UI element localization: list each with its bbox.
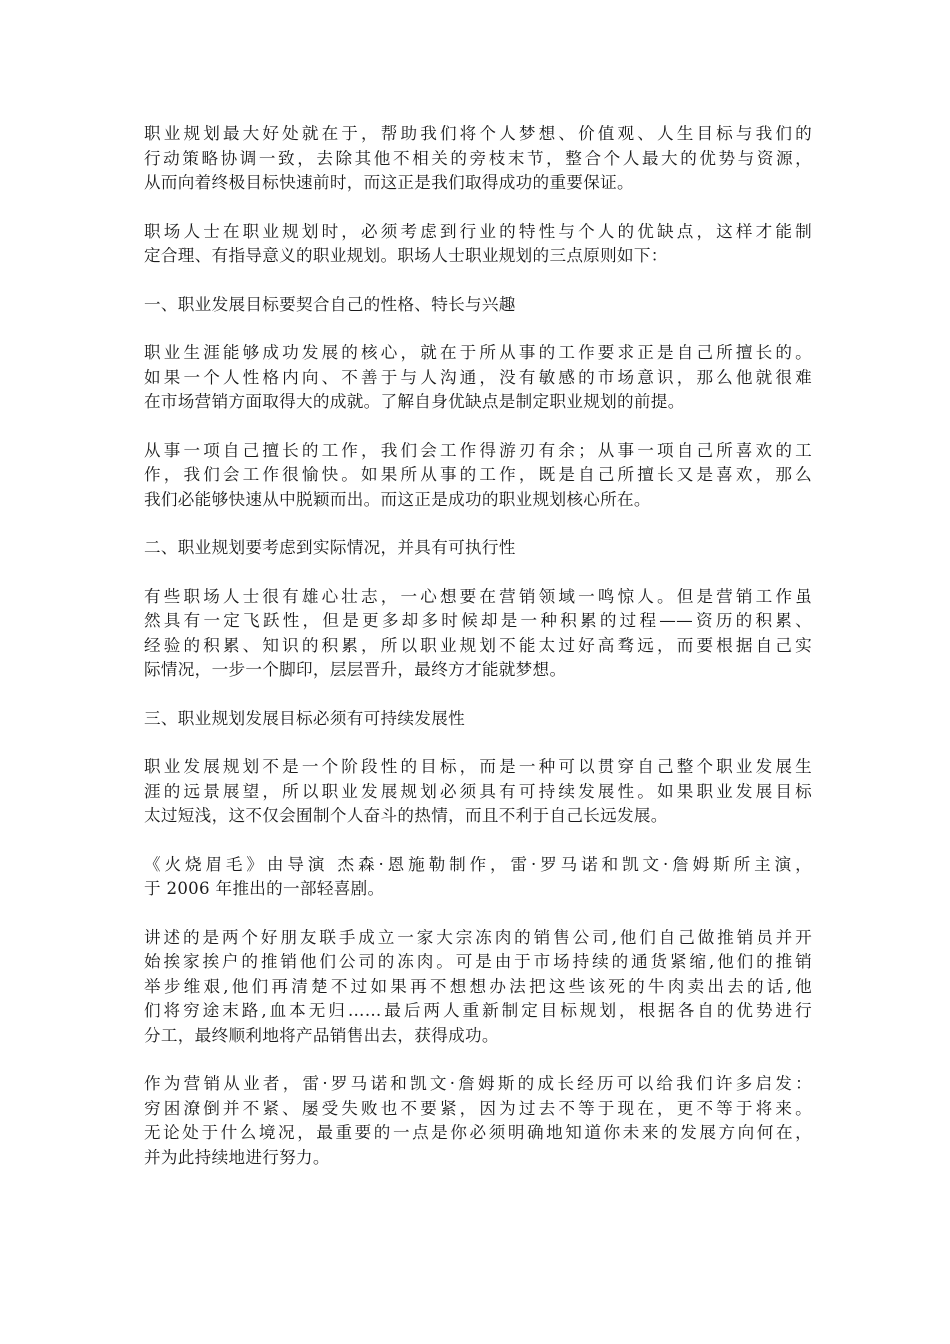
- text-line: 穷困潦倒并不紧、屡受失败也不要紧，因为过去不等于现在，更不等于将来。: [144, 1098, 812, 1118]
- text-line: 如果一个人性格内向、不善于与人沟通，没有敏感的市场意识，那么他就很难: [144, 367, 812, 387]
- text-line: 经验的积累、知识的积累，所以职业规划不能太过好高骛远，而要根据自己实: [144, 635, 812, 655]
- text-line: 举步维艰,他们再清楚不过如果再不想想办法把这些该死的牛肉卖出去的话,他: [144, 976, 812, 996]
- text-line: 分工，最终顺利地将产品销售出去，获得成功。: [144, 1025, 499, 1045]
- text-line: 然具有一定飞跃性，但是更多却多时候却是一种积累的过程——资历的积累、: [144, 611, 812, 630]
- section-heading-two: [144, 536, 812, 561]
- text-line: 于 2006 年推出的一部轻喜剧。: [144, 879, 385, 898]
- text-line: 作为营销从业者，雷·罗马诺和凯文·詹姆斯的成长经历可以给我们许多启发：: [144, 1074, 812, 1093]
- paragraph-sustainability: [144, 755, 812, 829]
- text-line: 有些职场人士很有雄心壮志，一心想要在营销领域一鸣惊人。但是营销工作虽: [144, 586, 812, 606]
- text-line: 职业规划最大好处就在于，帮助我们将个人梦想、价值观、人生目标与我们的: [144, 124, 812, 143]
- text-line: 讲述的是两个好朋友联手成立一家大宗冻肉的销售公司,他们自己做推销员并开: [144, 927, 812, 947]
- text-line: 始挨家挨户的推销他们公司的冻肉。可是由于市场持续的通货紧缩,他们的推销: [144, 952, 812, 971]
- text-line: 并为此持续地进行努力。: [144, 1147, 330, 1167]
- paragraph-core: [144, 341, 812, 415]
- text-line: 涯的远景展望，所以职业发展规划必须具有可持续发展性。如果职业发展目标: [144, 781, 812, 801]
- paragraph-movie-plot: [144, 926, 812, 1049]
- paragraph-movie-intro: [144, 853, 812, 902]
- text-line: 无论处于什么境况，最重要的一点是你必须明确地知道你未来的发展方向何在，: [144, 1123, 812, 1142]
- section-heading-three: [144, 707, 812, 732]
- text-line: 从事一项自己擅长的工作，我们会工作得游刃有余；从事一项自己所喜欢的工: [144, 440, 812, 460]
- heading-line: 三、职业规划发展目标必须有可持续发展性: [144, 708, 465, 728]
- text-line: 职业生涯能够成功发展的核心，就在于所从事的工作要求正是自己所擅长的。: [144, 343, 812, 362]
- paragraph-intro-principles: [144, 220, 812, 269]
- heading-line: 一、职业发展目标要契合自己的性格、特长与兴趣: [144, 294, 516, 314]
- paragraph-conclusion: [144, 1072, 812, 1170]
- text-line: 行动策略协调一致，去除其他不相关的旁枝末节，整合个人最大的优势与资源，: [144, 148, 812, 168]
- text-line: 《火烧眉毛》由导演 杰森·恩施勒制作，雷·罗马诺和凯文·詹姆斯所主演，: [144, 854, 812, 874]
- paragraph-skilled-work: [144, 439, 812, 513]
- text-line: 我们必能够快速从中脱颖而出。而这正是成功的职业规划核心所在。: [144, 489, 651, 509]
- text-line: 从而向着终极目标快速前时，而这正是我们取得成功的重要保证。: [144, 173, 634, 192]
- text-line: 太过短浅，这不仅会囿制个人奋斗的热情，而且不利于自己长远发展。: [144, 806, 668, 825]
- text-line: 职场人士在职业规划时，必须考虑到行业的特性与个人的优缺点，这样才能制: [144, 221, 812, 241]
- text-line: 际情况，一步一个脚印，层层晋升，最终方才能就梦想。: [144, 660, 567, 679]
- paragraph-ambition: [144, 585, 812, 683]
- section-heading-one: [144, 293, 812, 318]
- paragraph-benefits: [144, 122, 812, 196]
- text-line: 在市场营销方面取得大的成就。了解自身优缺点是制定职业规划的前提。: [144, 392, 685, 411]
- text-line: 作，我们会工作很愉快。如果所从事的工作，既是自己所擅长又是喜欢，那么: [144, 465, 812, 484]
- text-line: 定合理、有指导意义的职业规划。职场人士职业规划的三点原则如下：: [144, 246, 668, 265]
- text-line: 职业发展规划不是一个阶段性的目标，而是一种可以贯穿自己整个职业发展生: [144, 757, 812, 776]
- heading-line: 二、职业规划要考虑到实际情况，并具有可执行性: [144, 538, 516, 557]
- text-line: 们将穷途末路,血本无归……最后两人重新制定目标规划，根据各自的优势进行: [144, 1001, 812, 1020]
- document-page: [144, 122, 812, 1194]
